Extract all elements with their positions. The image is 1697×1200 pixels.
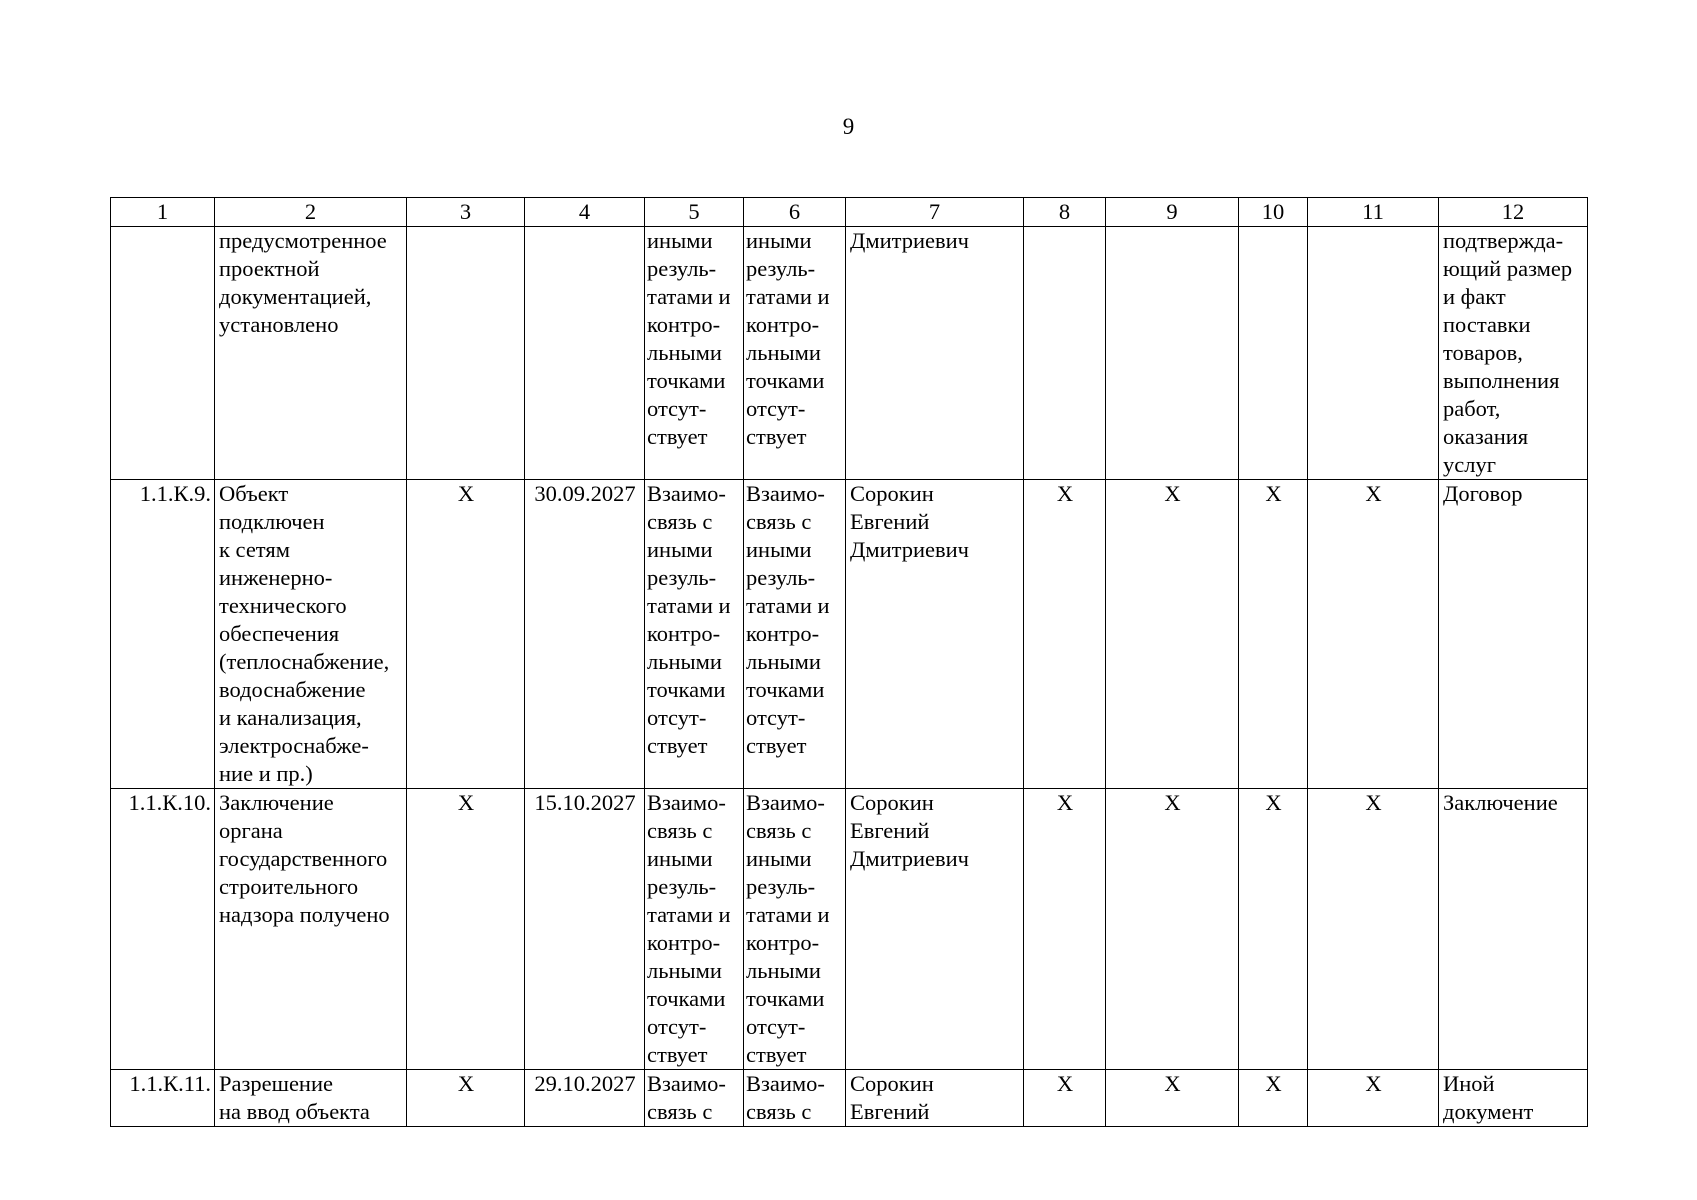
- row-number-cell: 1.1.К.11.: [111, 1070, 215, 1127]
- relation-cell-5: Взаимо- связь с иными резуль- татами и контро- льными точками отсут- ствует: [645, 789, 744, 1070]
- column-header-5: 5: [645, 198, 744, 227]
- column-header-4: 4: [525, 198, 645, 227]
- column-header-7: 7: [846, 198, 1024, 227]
- result-name-cell: Заключение органа государственного строительного надзора получено: [215, 789, 407, 1070]
- result-name-cell: предусмотренное проектной документацией, установлено: [215, 227, 407, 480]
- col11-cell: X: [1308, 789, 1439, 1070]
- header-row: [111, 198, 1588, 227]
- col10-cell: [1239, 227, 1308, 480]
- table-row: [111, 480, 1588, 789]
- table-row: [111, 789, 1588, 1070]
- column-header-10: 10: [1239, 198, 1308, 227]
- date-cell: 15.10.2027: [525, 789, 645, 1070]
- col8-cell: X: [1024, 480, 1106, 789]
- responsible-person-cell: Дмитриевич: [846, 227, 1024, 480]
- responsible-person-cell: Сорокин Евгений Дмитриевич: [846, 789, 1024, 1070]
- relation-cell-5: Взаимо- связь с: [645, 1070, 744, 1127]
- responsible-person-cell: Сорокин Евгений Дмитриевич: [846, 480, 1024, 789]
- column-header-12: 12: [1439, 198, 1588, 227]
- col8-cell: X: [1024, 789, 1106, 1070]
- document-type-cell: Договор: [1439, 480, 1588, 789]
- row-number-cell: 1.1.К.9.: [111, 480, 215, 789]
- col11-cell: [1308, 227, 1439, 480]
- col10-cell: X: [1239, 1070, 1308, 1127]
- col3-cell: [407, 227, 525, 480]
- relation-cell-6: Взаимо- связь с иными резуль- татами и контро- льными точками отсут- ствует: [744, 480, 846, 789]
- col9-cell: [1106, 227, 1239, 480]
- relation-cell-5: иными резуль- татами и контро- льными точками отсут- ствует: [645, 227, 744, 480]
- row-number-cell: [111, 227, 215, 480]
- responsible-person-cell: Сорокин Евгений: [846, 1070, 1024, 1127]
- relation-cell-6: иными резуль- татами и контро- льными точками отсут- ствует: [744, 227, 846, 480]
- date-cell: 30.09.2027: [525, 480, 645, 789]
- col10-cell: X: [1239, 480, 1308, 789]
- col9-cell: X: [1106, 480, 1239, 789]
- col8-cell: X: [1024, 1070, 1106, 1127]
- col8-cell: [1024, 227, 1106, 480]
- relation-cell-6: Взаимо- связь с: [744, 1070, 846, 1127]
- column-header-8: 8: [1024, 198, 1106, 227]
- column-header-11: 11: [1308, 198, 1439, 227]
- document-table: [110, 197, 1588, 1127]
- col11-cell: X: [1308, 480, 1439, 789]
- relation-cell-5: Взаимо- связь с иными резуль- татами и контро- льными точками отсут- ствует: [645, 480, 744, 789]
- col3-cell: X: [407, 1070, 525, 1127]
- document-type-cell: Заключение: [1439, 789, 1588, 1070]
- column-header-6: 6: [744, 198, 846, 227]
- result-name-cell: Разрешение на ввод объекта: [215, 1070, 407, 1127]
- table-row: [111, 227, 1588, 480]
- row-number-cell: 1.1.К.10.: [111, 789, 215, 1070]
- document-type-cell: подтвержда- ющий размер и факт поставки товаров, выполнения работ, оказания услуг: [1439, 227, 1588, 480]
- result-name-cell: Объект подключен к сетям инженерно- технического обеспечения (теплоснабжение, водоснабжение и канализация, электроснабже- ние и пр.): [215, 480, 407, 789]
- date-cell: [525, 227, 645, 480]
- column-header-1: 1: [111, 198, 215, 227]
- col9-cell: X: [1106, 789, 1239, 1070]
- column-header-3: 3: [407, 198, 525, 227]
- col11-cell: X: [1308, 1070, 1439, 1127]
- col3-cell: X: [407, 789, 525, 1070]
- date-cell: 29.10.2027: [525, 1070, 645, 1127]
- page-number: 9: [842, 114, 855, 139]
- col9-cell: X: [1106, 1070, 1239, 1127]
- col3-cell: X: [407, 480, 525, 789]
- col10-cell: X: [1239, 789, 1308, 1070]
- column-header-2: 2: [215, 198, 407, 227]
- column-header-9: 9: [1106, 198, 1239, 227]
- document-type-cell: Иной документ: [1439, 1070, 1588, 1127]
- table-row: [111, 1070, 1588, 1127]
- relation-cell-6: Взаимо- связь с иными резуль- татами и контро- льными точками отсут- ствует: [744, 789, 846, 1070]
